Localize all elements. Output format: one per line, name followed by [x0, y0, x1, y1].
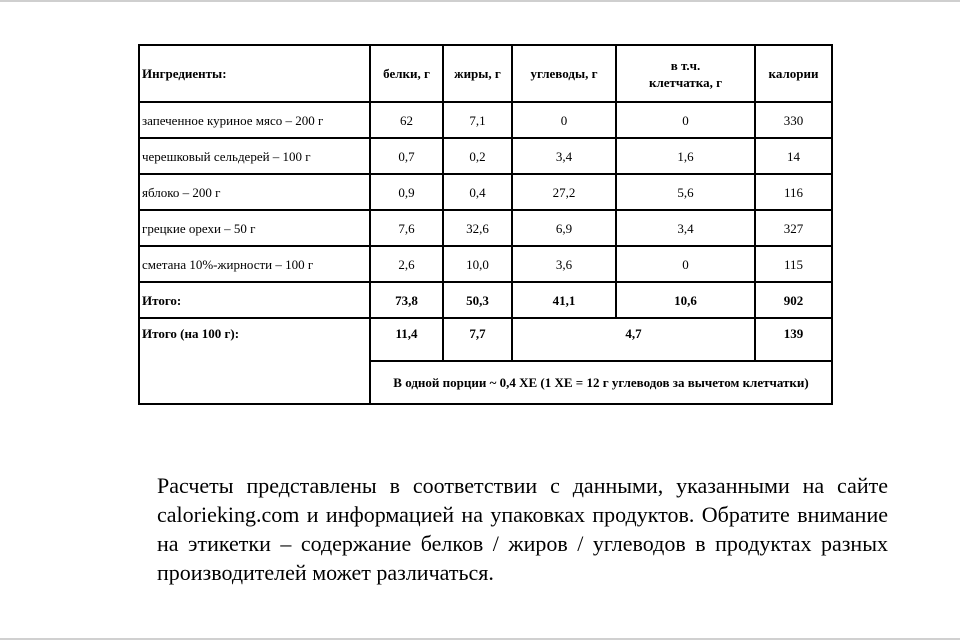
fat-cell: 0,2 [443, 138, 512, 174]
protein-cell: 2,6 [370, 246, 443, 282]
calories-cell: 330 [755, 102, 832, 138]
calories-cell: 115 [755, 246, 832, 282]
calories-cell: 327 [755, 210, 832, 246]
total-protein: 73,8 [370, 282, 443, 318]
header-protein: белки, г [370, 45, 443, 102]
carbs-cell: 27,2 [512, 174, 616, 210]
fat-cell: 0,4 [443, 174, 512, 210]
ingredient-cell: сметана 10%-жирности – 100 г [139, 246, 370, 282]
per100-net-carbs: 4,7 [512, 318, 755, 361]
fat-cell: 32,6 [443, 210, 512, 246]
source-paragraph: Расчеты представлены в соответствии с данными, указанными на сайте calorieking.com и информацией на упаковках продуктов. Обратите внимание на этикетки – содержание белков / жиров / углеводов в продуктах разных производителей может различаться. [157, 473, 888, 585]
protein-cell: 0,7 [370, 138, 443, 174]
calories-cell: 116 [755, 174, 832, 210]
serving-note: В одной порции ~ 0,4 ХЕ (1 ХЕ = 12 г углеводов за вычетом клетчатки) [370, 361, 832, 404]
total-carbs: 41,1 [512, 282, 616, 318]
table-row [139, 210, 832, 246]
carbs-cell: 3,6 [512, 246, 616, 282]
calories-cell: 14 [755, 138, 832, 174]
fiber-cell: 0 [616, 102, 755, 138]
ingredient-cell: яблоко – 200 г [139, 174, 370, 210]
fat-cell: 10,0 [443, 246, 512, 282]
protein-cell: 0,9 [370, 174, 443, 210]
protein-cell: 7,6 [370, 210, 443, 246]
header-calories: калории [755, 45, 832, 102]
header-fat: жиры, г [443, 45, 512, 102]
carbs-cell: 0 [512, 102, 616, 138]
nutrition-table [138, 44, 833, 405]
total-fat: 50,3 [443, 282, 512, 318]
carbs-cell: 3,4 [512, 138, 616, 174]
table-row [139, 174, 832, 210]
fat-cell: 7,1 [443, 102, 512, 138]
fiber-cell: 3,4 [616, 210, 755, 246]
header-fiber [616, 45, 755, 102]
header-fiber-line2: клетчатка, г [648, 74, 723, 90]
fiber-cell: 0 [616, 246, 755, 282]
per100-protein: 11,4 [370, 318, 443, 361]
ingredient-cell: грецкие орехи – 50 г [139, 210, 370, 246]
total-row [139, 282, 832, 318]
fiber-cell: 1,6 [616, 138, 755, 174]
total-calories: 902 [755, 282, 832, 318]
table-header-row [139, 45, 832, 102]
carbs-cell: 6,9 [512, 210, 616, 246]
header-carbs: углеводы, г [512, 45, 616, 102]
protein-cell: 62 [370, 102, 443, 138]
header-ingredients: Ингредиенты: [139, 45, 370, 102]
ingredient-cell: запеченное куриное мясо – 200 г [139, 102, 370, 138]
per100-fat: 7,7 [443, 318, 512, 361]
table-row [139, 246, 832, 282]
table-row [139, 102, 832, 138]
top-divider [0, 0, 960, 2]
fiber-cell: 5,6 [616, 174, 755, 210]
total-fiber: 10,6 [616, 282, 755, 318]
per100-row [139, 318, 832, 361]
ingredient-cell: черешковый сельдерей – 100 г [139, 138, 370, 174]
per100-calories: 139 [755, 318, 832, 361]
header-fiber-line1: в т.ч. [670, 57, 701, 73]
table-row [139, 138, 832, 174]
per100-label: Итого (на 100 г): [139, 318, 370, 404]
total-label: Итого: [139, 282, 370, 318]
